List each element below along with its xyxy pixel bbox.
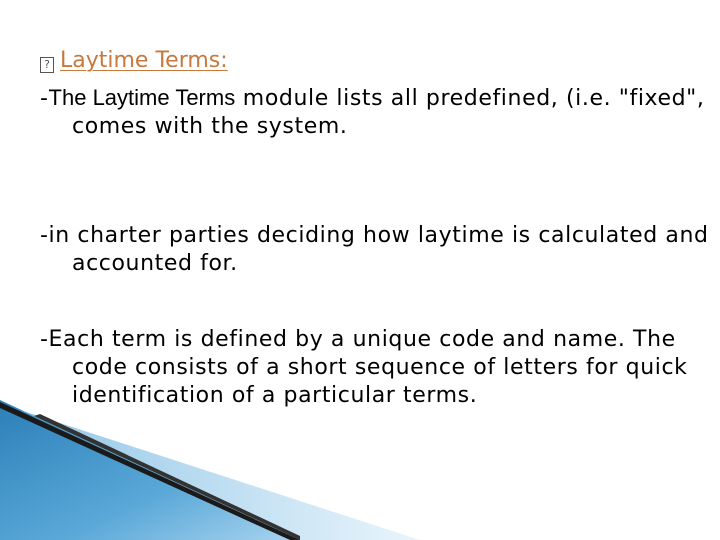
paragraph-prefix: - [40, 86, 49, 111]
paragraph-text: module lists all predefined, (i.e. "fixed", comes with the system. [72, 86, 705, 139]
paragraph-charter-parties: -in charter parties deciding how laytime is calculated and accounted for. [40, 223, 709, 276]
heading-label: Laytime Terms: [60, 48, 228, 73]
square-bullet-icon: ? [40, 57, 54, 73]
paragraph-emphasis: The Laytime Terms [48, 85, 236, 110]
slide-heading [40, 46, 228, 76]
paragraph-term-definition: -Each term is defined by a unique code and name. The code consists of a short sequence of letters for quick identification of a particular terms. [40, 327, 688, 408]
paragraph-module-description [40, 84, 720, 141]
decorative-corner-stripes [0, 400, 720, 540]
